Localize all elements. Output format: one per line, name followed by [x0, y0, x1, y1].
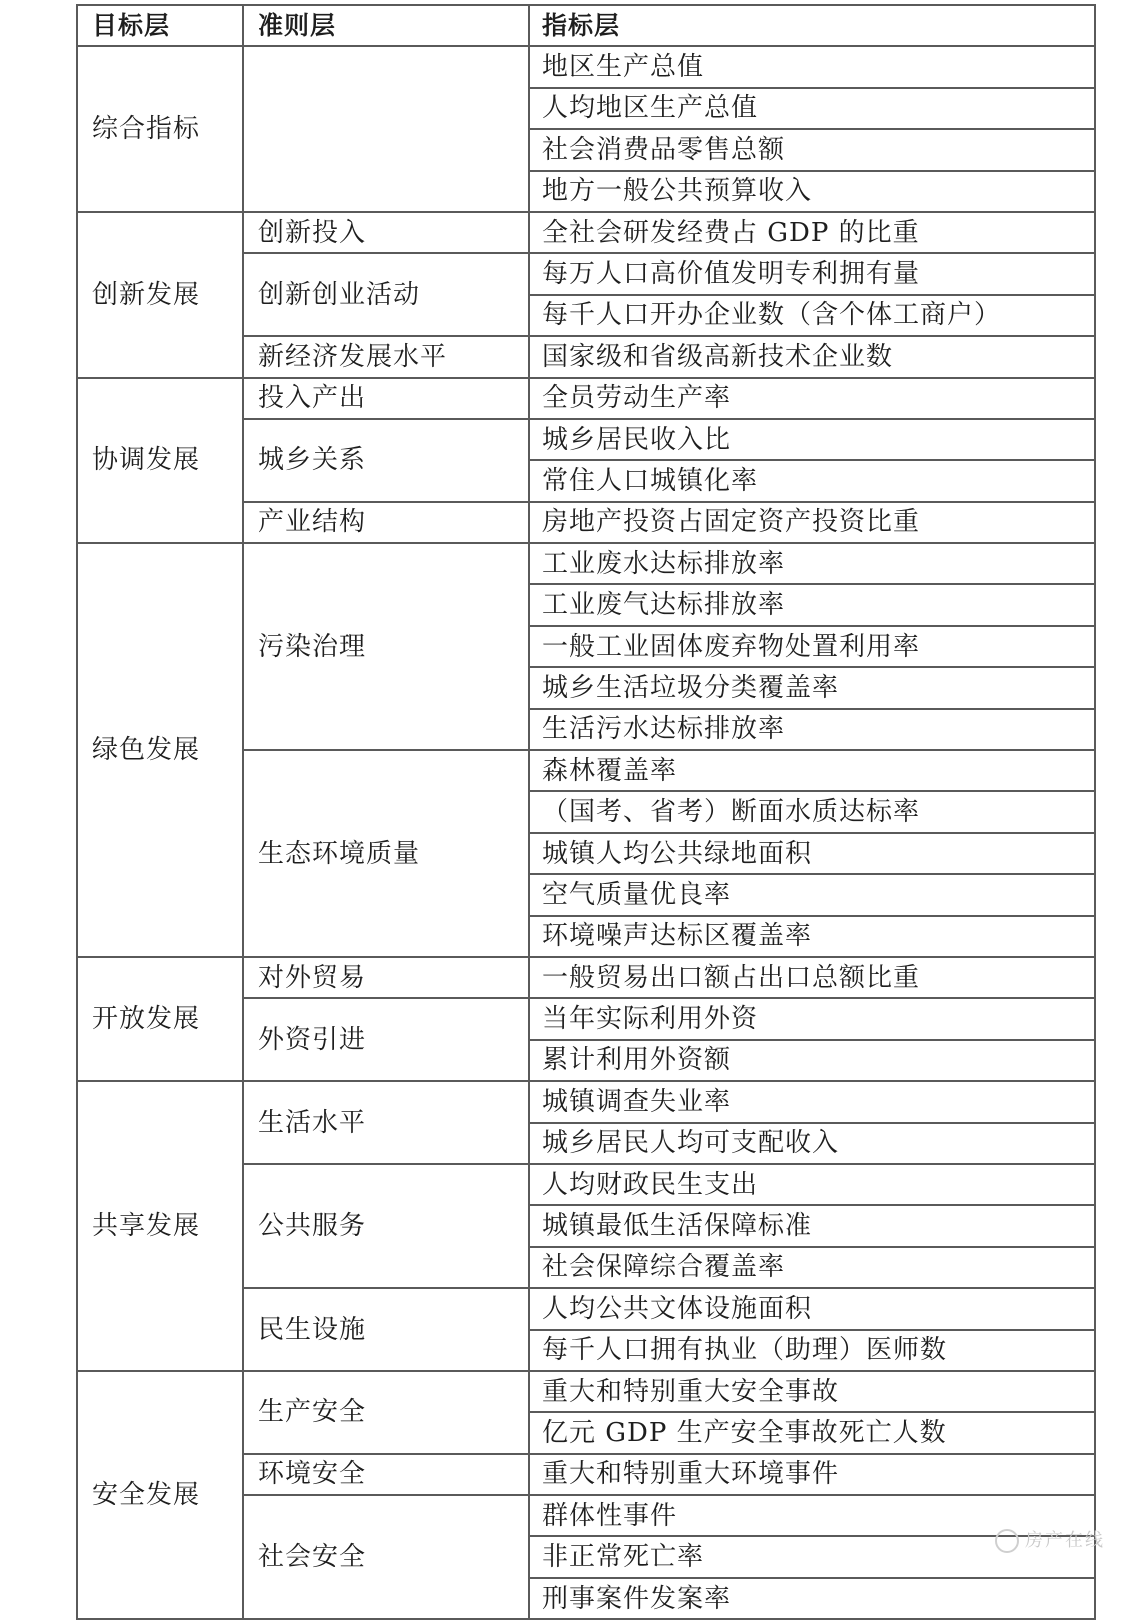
table-row [77, 543, 1095, 584]
indicator-cell: 一般贸易出口额占出口总额比重 [529, 957, 1095, 998]
indicator-cell: 亿元 GDP 生产安全事故死亡人数 [529, 1412, 1095, 1453]
indicator-cell: 每千人口开办企业数（含个体工商户） [529, 295, 1095, 336]
target-cell: 创新发展 [77, 212, 243, 378]
criteria-cell: 投入产出 [243, 378, 529, 419]
criteria-cell: 产业结构 [243, 502, 529, 543]
criteria-cell: 城乡关系 [243, 419, 529, 502]
table-row [77, 212, 1095, 253]
criteria-cell: 公共服务 [243, 1164, 529, 1288]
indicator-cell: 工业废气达标排放率 [529, 584, 1095, 625]
target-cell: 共享发展 [77, 1081, 243, 1371]
indicator-cell: 非正常死亡率 [529, 1536, 1095, 1577]
header-criteria: 准则层 [243, 5, 529, 46]
table-row [77, 46, 1095, 87]
indicator-cell: 全社会研发经费占 GDP 的比重 [529, 212, 1095, 253]
indicator-cell: 当年实际利用外资 [529, 998, 1095, 1039]
criteria-cell: 环境安全 [243, 1454, 529, 1495]
table-row [77, 378, 1095, 419]
watermark [995, 1526, 1105, 1553]
indicator-cell: 森林覆盖率 [529, 750, 1095, 791]
criteria-cell: 社会安全 [243, 1495, 529, 1619]
indicator-cell: 空气质量优良率 [529, 874, 1095, 915]
indicator-cell: 城乡生活垃圾分类覆盖率 [529, 667, 1095, 708]
indicator-cell: 国家级和省级高新技术企业数 [529, 336, 1095, 377]
indicator-cell: 一般工业固体废弃物处置利用率 [529, 626, 1095, 667]
indicator-cell: 群体性事件 [529, 1495, 1095, 1536]
target-cell: 开放发展 [77, 957, 243, 1081]
indicator-cell: 人均公共文体设施面积 [529, 1288, 1095, 1329]
watermark-text: 房产在线 [1025, 1530, 1105, 1551]
indicator-cell: 每万人口高价值发明专利拥有量 [529, 253, 1095, 294]
criteria-cell: 新经济发展水平 [243, 336, 529, 377]
indicator-cell: 房地产投资占固定资产投资比重 [529, 502, 1095, 543]
indicator-cell: 城镇调查失业率 [529, 1081, 1095, 1122]
criteria-cell [243, 46, 529, 212]
table-row [77, 1371, 1095, 1412]
indicator-cell: 生活污水达标排放率 [529, 709, 1095, 750]
table-row [77, 957, 1095, 998]
indicator-cell: 累计利用外资额 [529, 1040, 1095, 1081]
target-cell: 安全发展 [77, 1371, 243, 1619]
criteria-cell: 生态环境质量 [243, 750, 529, 957]
indicator-cell: 人均地区生产总值 [529, 88, 1095, 129]
indicator-cell: 城镇最低生活保障标准 [529, 1205, 1095, 1246]
criteria-cell: 生活水平 [243, 1081, 529, 1164]
indicator-cell: 社会消费品零售总额 [529, 129, 1095, 170]
indicator-cell: 每千人口拥有执业（助理）医师数 [529, 1330, 1095, 1371]
header-indicator: 指标层 [529, 5, 1095, 46]
indicator-cell: 重大和特别重大安全事故 [529, 1371, 1095, 1412]
header-row [77, 5, 1095, 46]
criteria-cell: 创新投入 [243, 212, 529, 253]
criteria-cell: 外资引进 [243, 998, 529, 1081]
table-row [77, 1081, 1095, 1122]
criteria-cell: 对外贸易 [243, 957, 529, 998]
criteria-cell: 生产安全 [243, 1371, 529, 1454]
indicator-system-table [76, 4, 1096, 1620]
indicator-cell: 社会保障综合覆盖率 [529, 1247, 1095, 1288]
watermark-logo-icon [995, 1529, 1019, 1553]
indicator-cell: 地区生产总值 [529, 46, 1095, 87]
target-cell: 综合指标 [77, 46, 243, 212]
indicator-cell: 常住人口城镇化率 [529, 460, 1095, 501]
indicator-cell: 全员劳动生产率 [529, 378, 1095, 419]
indicator-cell: 人均财政民生支出 [529, 1164, 1095, 1205]
indicator-cell: 地方一般公共预算收入 [529, 171, 1095, 212]
target-cell: 协调发展 [77, 378, 243, 544]
criteria-cell: 创新创业活动 [243, 253, 529, 336]
indicator-cell: 城乡居民人均可支配收入 [529, 1123, 1095, 1164]
indicator-cell: 城乡居民收入比 [529, 419, 1095, 460]
indicator-cell: （国考、省考）断面水质达标率 [529, 791, 1095, 832]
indicator-cell: 城镇人均公共绿地面积 [529, 833, 1095, 874]
criteria-cell: 污染治理 [243, 543, 529, 750]
indicator-cell: 重大和特别重大环境事件 [529, 1454, 1095, 1495]
indicator-cell: 刑事案件发案率 [529, 1578, 1095, 1619]
criteria-cell: 民生设施 [243, 1288, 529, 1371]
indicator-cell: 环境噪声达标区覆盖率 [529, 916, 1095, 957]
header-target: 目标层 [77, 5, 243, 46]
target-cell: 绿色发展 [77, 543, 243, 957]
indicator-cell: 工业废水达标排放率 [529, 543, 1095, 584]
